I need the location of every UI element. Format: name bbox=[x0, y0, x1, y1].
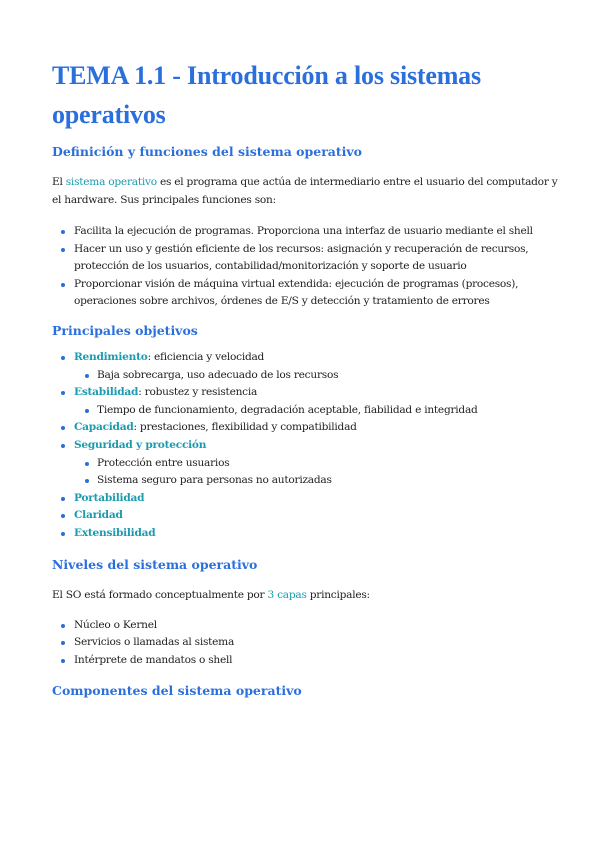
bullet-icon bbox=[61, 532, 65, 536]
page-title: TEMA 1.1 - Introducción a los sistemas operativos bbox=[52, 61, 481, 129]
document-page bbox=[52, 56, 562, 700]
bullet-icon bbox=[61, 230, 65, 234]
bullet-icon bbox=[61, 444, 65, 448]
list-item: Capacidad: prestaciones, flexibilidad y compatibilidad bbox=[52, 419, 562, 437]
list-item: Núcleo o Kernel bbox=[52, 617, 562, 635]
list-subitem: Tiempo de funcionamiento, degradación aceptable, fiabilidad e integridad bbox=[52, 402, 562, 420]
bullet-icon bbox=[61, 497, 65, 501]
list-subitem: Baja sobrecarga, uso adecuado de los recursos bbox=[52, 367, 562, 385]
section-heading-objetivos: Principales objetivos bbox=[52, 322, 198, 338]
list-item: Seguridad y protección bbox=[52, 437, 562, 455]
list-item: Proporcionar visión de máquina virtual extendida: ejecución de programas (procesos), operaciones sobre archivos, órdenes de E/S y detección y tratamiento de errores bbox=[52, 276, 562, 311]
bullet-icon bbox=[61, 624, 65, 628]
section-heading-definicion: Definición y funciones del sistema operativo bbox=[52, 144, 363, 159]
bullet-icon bbox=[61, 283, 65, 287]
bullet-icon bbox=[61, 641, 65, 645]
list-item: Portabilidad bbox=[52, 490, 562, 508]
section-definicion-intro: El sistema operativo es el programa que actúa de intermediario entre el usuario del computador y el hardware. Sus principales funciones son: bbox=[52, 176, 558, 206]
bullet-icon bbox=[61, 391, 65, 395]
list-item: Estabilidad: robustez y resistencia bbox=[52, 384, 562, 402]
list-subitem: Protección entre usuarios bbox=[52, 455, 562, 473]
list-item: Extensibilidad bbox=[52, 525, 562, 543]
list-item: Hacer un uso y gestión eficiente de los recursos: asignación y recuperación de recursos, protección de los usuarios, contabilidad/monitorización y soporte de usuario bbox=[52, 241, 562, 276]
bullet-icon bbox=[61, 248, 65, 252]
section-niveles-intro: El SO está formado conceptualmente por 3 capas principales: bbox=[52, 588, 370, 601]
funciones-list bbox=[52, 223, 562, 311]
list-item: Servicios o llamadas al sistema bbox=[52, 634, 562, 652]
term-sistema-operativo: sistema operativo bbox=[65, 176, 157, 188]
list-item: Intérprete de mandatos o shell bbox=[52, 652, 562, 670]
bullet-icon bbox=[85, 462, 89, 466]
term-3-capas: 3 capas bbox=[267, 588, 307, 601]
bullet-icon bbox=[85, 409, 89, 413]
niveles-list bbox=[52, 617, 562, 670]
objetivos-list bbox=[52, 349, 562, 543]
bullet-icon bbox=[61, 514, 65, 518]
bullet-icon bbox=[61, 659, 65, 663]
list-item: Facilita la ejecución de programas. Proporciona una interfaz de usuario mediante el shell bbox=[52, 223, 562, 241]
bullet-icon bbox=[61, 356, 65, 360]
bullet-icon bbox=[61, 426, 65, 430]
section-heading-niveles: Niveles del sistema operativo bbox=[52, 556, 258, 572]
bullet-icon bbox=[85, 374, 89, 378]
bullet-icon bbox=[85, 479, 89, 483]
section-heading-componentes: Componentes del sistema operativo bbox=[52, 683, 302, 699]
list-subitem: Sistema seguro para personas no autorizadas bbox=[52, 472, 562, 490]
list-item: Rendimiento: eficiencia y velocidad bbox=[52, 349, 562, 367]
list-item: Claridad bbox=[52, 507, 562, 525]
